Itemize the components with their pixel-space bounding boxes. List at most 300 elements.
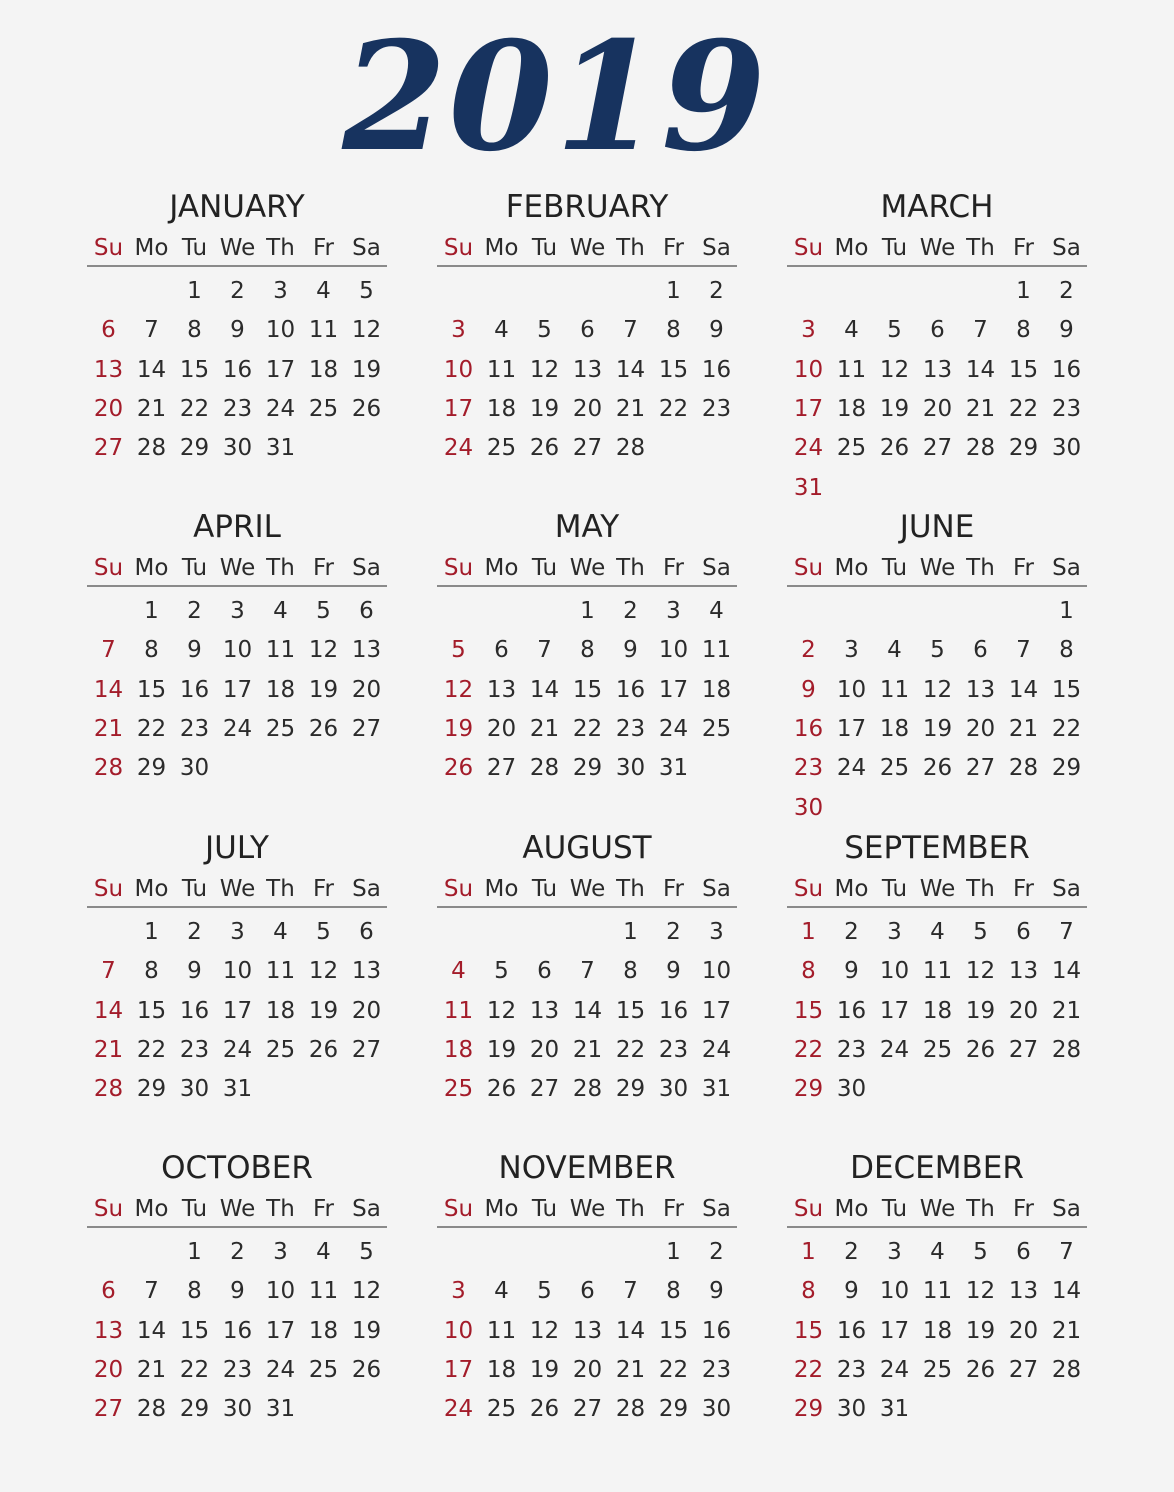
day-cell: 27: [572, 435, 603, 462]
day-cell: 25: [701, 715, 732, 742]
day-cell: 27: [93, 435, 124, 462]
days-grid: [787, 272, 1087, 512]
day-cell: 10: [658, 637, 689, 664]
weekday-label: We: [569, 555, 606, 581]
day-cell: 25: [486, 435, 517, 462]
day-cell: 10: [443, 1317, 474, 1344]
day-cell: 23: [222, 395, 253, 422]
weekday-label: Th: [616, 555, 645, 581]
day-cell: 24: [836, 755, 867, 782]
weekday-label: Sa: [1052, 1196, 1081, 1222]
weekday-label: Su: [793, 876, 824, 902]
day-cell: 1: [144, 919, 159, 945]
weekday-label: Su: [443, 876, 474, 902]
day-cell: 27: [486, 755, 517, 782]
day-cell: 19: [486, 1036, 517, 1063]
day-cell: 21: [93, 715, 124, 742]
day-cell: 29: [615, 1076, 646, 1103]
day-cell: 16: [836, 997, 867, 1024]
day-cell: 11: [265, 958, 296, 985]
day-cell: 30: [836, 1076, 867, 1103]
day-cell: 16: [701, 356, 732, 383]
day-cell: 6: [1016, 1239, 1031, 1265]
day-cell: 10: [701, 958, 732, 985]
weekday-header: [87, 874, 387, 908]
weekday-label: Mo: [134, 555, 169, 581]
day-cell: 3: [887, 919, 902, 945]
weekday-label: We: [219, 555, 256, 581]
day-cell: 10: [879, 958, 910, 985]
day-cell: 22: [658, 395, 689, 422]
day-cell: 10: [793, 356, 824, 383]
day-cell: 7: [537, 637, 552, 664]
day-cell: 19: [308, 676, 339, 703]
day-cell: 17: [879, 997, 910, 1024]
day-cell: 27: [93, 1396, 124, 1423]
day-cell: 17: [879, 1317, 910, 1344]
day-cell: 22: [136, 1036, 167, 1063]
day-cell: 17: [443, 395, 474, 422]
day-cell: 24: [879, 1036, 910, 1063]
month-june: [787, 508, 1087, 821]
day-cell: 5: [359, 1239, 374, 1265]
weekday-label: Th: [266, 1196, 295, 1222]
weekday-label: Sa: [352, 555, 381, 581]
day-cell: 15: [1008, 356, 1039, 383]
day-cell: 17: [265, 1317, 296, 1344]
day-cell: 23: [615, 715, 646, 742]
day-cell: 20: [93, 1356, 124, 1383]
weekday-header: [787, 1194, 1087, 1228]
day-cell: 4: [316, 1239, 331, 1265]
weekday-label: Mo: [834, 555, 869, 581]
day-cell: 14: [1051, 958, 1082, 985]
day-cell: 29: [572, 755, 603, 782]
day-cell: 18: [922, 997, 953, 1024]
day-cell: 9: [1059, 317, 1074, 344]
day-cell: 5: [316, 598, 331, 624]
day-cell: 22: [179, 395, 210, 422]
day-cell: 21: [1008, 715, 1039, 742]
day-cell: 14: [529, 676, 560, 703]
day-cell: 17: [836, 715, 867, 742]
month-name: FEBRUARY: [505, 189, 669, 225]
day-cell: 23: [836, 1356, 867, 1383]
day-cell: 13: [93, 356, 124, 383]
day-cell: 12: [486, 997, 517, 1024]
day-cell: 8: [666, 1278, 681, 1305]
day-cell: 31: [658, 755, 689, 782]
weekday-label: Tu: [881, 876, 908, 902]
day-cell: 18: [486, 395, 517, 422]
day-cell: 25: [265, 1036, 296, 1063]
day-cell: 8: [623, 958, 638, 985]
weekday-label: Mo: [834, 235, 869, 261]
day-cell: 7: [623, 1278, 638, 1305]
day-cell: 30: [222, 1396, 253, 1423]
day-cell: 14: [136, 1317, 167, 1344]
day-cell: 29: [658, 1396, 689, 1423]
day-cell: 16: [179, 676, 210, 703]
day-cell: 4: [887, 637, 902, 664]
day-cell: 9: [187, 958, 202, 985]
weekday-label: Th: [966, 235, 995, 261]
weekday-label: Th: [616, 876, 645, 902]
day-cell: 26: [308, 1036, 339, 1063]
day-cell: 29: [793, 1396, 824, 1423]
day-cell: 4: [494, 317, 509, 344]
day-cell: 10: [222, 958, 253, 985]
day-cell: 28: [136, 1396, 167, 1423]
day-cell: 21: [615, 1356, 646, 1383]
weekday-label: Su: [93, 235, 124, 261]
weekday-label: Su: [793, 235, 824, 261]
day-cell: 11: [486, 1317, 517, 1344]
day-cell: 19: [965, 997, 996, 1024]
day-cell: 25: [922, 1356, 953, 1383]
day-cell: 24: [222, 1036, 253, 1063]
day-cell: 18: [265, 676, 296, 703]
month-name: JULY: [205, 830, 269, 866]
day-cell: 20: [572, 395, 603, 422]
month-october: [87, 1149, 387, 1459]
day-cell: 12: [351, 317, 382, 344]
day-cell: 3: [230, 598, 245, 624]
day-cell: 21: [572, 1036, 603, 1063]
day-cell: 27: [351, 715, 382, 742]
days-grid: [437, 1233, 737, 1473]
day-cell: 2: [230, 1239, 245, 1265]
day-cell: 19: [879, 395, 910, 422]
day-cell: 7: [101, 958, 116, 985]
day-cell: 5: [973, 1239, 988, 1265]
weekday-label: Th: [266, 876, 295, 902]
weekday-header: [787, 233, 1087, 267]
day-cell: 9: [187, 637, 202, 664]
day-cell: 28: [1051, 1036, 1082, 1063]
weekday-label: We: [569, 1196, 606, 1222]
weekday-label: Fr: [662, 1196, 684, 1222]
day-cell: 10: [265, 317, 296, 344]
day-cell: 20: [922, 395, 953, 422]
day-cell: 15: [572, 676, 603, 703]
day-cell: 30: [658, 1076, 689, 1103]
day-cell: 12: [529, 1317, 560, 1344]
day-cell: 4: [709, 598, 724, 624]
day-cell: 16: [222, 1317, 253, 1344]
weekday-header: [437, 553, 737, 587]
day-cell: 18: [265, 997, 296, 1024]
day-cell: 15: [615, 997, 646, 1024]
day-cell: 16: [179, 997, 210, 1024]
weekday-label: We: [219, 876, 256, 902]
day-cell: 21: [93, 1036, 124, 1063]
day-cell: 2: [844, 919, 859, 945]
day-cell: 18: [308, 1317, 339, 1344]
day-cell: 28: [136, 435, 167, 462]
day-cell: 4: [273, 919, 288, 945]
day-cell: 13: [965, 676, 996, 703]
day-cell: 6: [1016, 919, 1031, 945]
day-cell: 25: [836, 435, 867, 462]
day-cell: 4: [930, 1239, 945, 1265]
day-cell: 24: [879, 1356, 910, 1383]
days-grid: [437, 592, 737, 832]
day-cell: 5: [316, 919, 331, 945]
day-cell: 1: [666, 278, 681, 304]
day-cell: 13: [572, 356, 603, 383]
days-grid: [437, 272, 737, 512]
weekday-label: Fr: [1012, 1196, 1034, 1222]
weekday-header: [87, 1194, 387, 1228]
weekday-label: Sa: [1052, 555, 1081, 581]
day-cell: 17: [265, 356, 296, 383]
day-cell: 6: [973, 637, 988, 664]
day-cell: 11: [265, 637, 296, 664]
day-cell: 13: [529, 997, 560, 1024]
weekday-label: Fr: [662, 235, 684, 261]
day-cell: 18: [308, 356, 339, 383]
day-cell: 30: [1051, 435, 1082, 462]
weekday-label: Th: [966, 555, 995, 581]
day-cell: 13: [351, 958, 382, 985]
day-cell: 15: [136, 676, 167, 703]
day-cell: 16: [658, 997, 689, 1024]
day-cell: 28: [93, 1076, 124, 1103]
day-cell: 20: [351, 676, 382, 703]
weekday-label: Mo: [484, 876, 519, 902]
weekday-label: Fr: [662, 876, 684, 902]
days-grid: [787, 1233, 1087, 1473]
day-cell: 29: [179, 435, 210, 462]
day-cell: 6: [359, 919, 374, 945]
day-cell: 26: [965, 1356, 996, 1383]
day-cell: 22: [793, 1356, 824, 1383]
weekday-label: Mo: [134, 1196, 169, 1222]
day-cell: 9: [844, 958, 859, 985]
month-november: [437, 1149, 737, 1459]
day-cell: 3: [887, 1239, 902, 1265]
day-cell: 10: [265, 1278, 296, 1305]
day-cell: 30: [793, 794, 824, 821]
day-cell: 15: [793, 1317, 824, 1344]
month-name: NOVEMBER: [498, 1150, 676, 1186]
weekday-label: Fr: [312, 235, 334, 261]
day-cell: 19: [529, 395, 560, 422]
day-cell: 6: [580, 1278, 595, 1305]
day-cell: 12: [308, 958, 339, 985]
day-cell: 13: [572, 1317, 603, 1344]
day-cell: 8: [801, 958, 816, 985]
day-cell: 29: [179, 1396, 210, 1423]
weekday-label: Th: [266, 555, 295, 581]
weekday-label: Fr: [312, 555, 334, 581]
weekday-label: Th: [616, 235, 645, 261]
day-cell: 22: [658, 1356, 689, 1383]
month-february: [437, 188, 737, 498]
day-cell: 13: [486, 676, 517, 703]
month-name: DECEMBER: [850, 1150, 1024, 1186]
day-cell: 14: [1008, 676, 1039, 703]
day-cell: 13: [1008, 1278, 1039, 1305]
day-cell: 17: [701, 997, 732, 1024]
day-cell: 4: [273, 598, 288, 624]
day-cell: 19: [351, 356, 382, 383]
day-cell: 21: [1051, 997, 1082, 1024]
weekday-label: Mo: [834, 876, 869, 902]
day-cell: 1: [187, 278, 202, 304]
day-cell: 23: [658, 1036, 689, 1063]
day-cell: 24: [443, 435, 474, 462]
day-cell: 30: [836, 1396, 867, 1423]
day-cell: 17: [443, 1356, 474, 1383]
weekday-header: [787, 874, 1087, 908]
weekday-label: Th: [266, 235, 295, 261]
day-cell: 10: [443, 356, 474, 383]
day-cell: 18: [922, 1317, 953, 1344]
day-cell: 9: [230, 317, 245, 344]
day-cell: 8: [187, 1278, 202, 1305]
month-january: [87, 188, 387, 498]
day-cell: 4: [844, 317, 859, 344]
weekday-label: Sa: [352, 1196, 381, 1222]
day-cell: 11: [701, 637, 732, 664]
day-cell: 19: [922, 715, 953, 742]
weekday-label: We: [219, 235, 256, 261]
day-cell: 9: [230, 1278, 245, 1305]
weekday-label: Su: [93, 1196, 124, 1222]
day-cell: 25: [308, 1356, 339, 1383]
day-cell: 19: [308, 997, 339, 1024]
day-cell: 26: [443, 755, 474, 782]
day-cell: 21: [615, 395, 646, 422]
day-cell: 23: [793, 755, 824, 782]
day-cell: 3: [273, 1239, 288, 1265]
day-cell: 2: [187, 919, 202, 945]
day-cell: 8: [1016, 317, 1031, 344]
day-cell: 6: [580, 317, 595, 344]
day-cell: 7: [144, 317, 159, 344]
day-cell: 15: [793, 997, 824, 1024]
day-cell: 28: [572, 1076, 603, 1103]
day-cell: 16: [836, 1317, 867, 1344]
days-grid: [437, 913, 737, 1153]
weekday-label: Mo: [484, 1196, 519, 1222]
day-cell: 11: [922, 1278, 953, 1305]
day-cell: 26: [879, 435, 910, 462]
weekday-label: Sa: [702, 876, 731, 902]
month-name: MARCH: [880, 189, 994, 225]
day-cell: 25: [486, 1396, 517, 1423]
days-grid: [87, 913, 387, 1153]
day-cell: 9: [709, 1278, 724, 1305]
days-grid: [87, 592, 387, 832]
day-cell: 22: [572, 715, 603, 742]
day-cell: 10: [879, 1278, 910, 1305]
day-cell: 26: [486, 1076, 517, 1103]
day-cell: 2: [844, 1239, 859, 1265]
weekday-label: Tu: [531, 876, 558, 902]
day-cell: 7: [144, 1278, 159, 1305]
day-cell: 14: [93, 997, 124, 1024]
day-cell: 20: [93, 395, 124, 422]
day-cell: 27: [1008, 1036, 1039, 1063]
day-cell: 29: [793, 1076, 824, 1103]
day-cell: 3: [451, 1278, 466, 1305]
day-cell: 1: [580, 598, 595, 624]
day-cell: 27: [922, 435, 953, 462]
day-cell: 3: [666, 598, 681, 624]
weekday-label: Sa: [702, 555, 731, 581]
weekday-label: Tu: [531, 235, 558, 261]
month-name: JANUARY: [169, 189, 305, 225]
day-cell: 21: [965, 395, 996, 422]
day-cell: 19: [529, 1356, 560, 1383]
day-cell: 12: [922, 676, 953, 703]
month-july: [87, 829, 387, 1139]
weekday-label: Fr: [312, 876, 334, 902]
day-cell: 5: [537, 317, 552, 344]
day-cell: 6: [930, 317, 945, 344]
month-name: OCTOBER: [161, 1150, 313, 1186]
day-cell: 8: [801, 1278, 816, 1305]
weekday-label: We: [919, 876, 956, 902]
weekday-label: We: [919, 555, 956, 581]
day-cell: 9: [844, 1278, 859, 1305]
day-cell: 22: [136, 715, 167, 742]
day-cell: 1: [144, 598, 159, 624]
day-cell: 4: [930, 919, 945, 945]
day-cell: 18: [836, 395, 867, 422]
day-cell: 8: [144, 958, 159, 985]
weekday-label: Fr: [1012, 235, 1034, 261]
day-cell: 13: [922, 356, 953, 383]
day-cell: 15: [1051, 676, 1082, 703]
day-cell: 26: [965, 1036, 996, 1063]
day-cell: 14: [136, 356, 167, 383]
weekday-label: Su: [443, 1196, 474, 1222]
weekday-label: Sa: [702, 235, 731, 261]
day-cell: 30: [701, 1396, 732, 1423]
day-cell: 4: [494, 1278, 509, 1305]
day-cell: 15: [658, 356, 689, 383]
weekday-label: Su: [793, 1196, 824, 1222]
day-cell: 7: [973, 317, 988, 344]
weekday-label: Tu: [881, 555, 908, 581]
day-cell: 24: [265, 1356, 296, 1383]
day-cell: 26: [351, 1356, 382, 1383]
day-cell: 22: [1051, 715, 1082, 742]
day-cell: 21: [136, 395, 167, 422]
day-cell: 14: [965, 356, 996, 383]
day-cell: 2: [1059, 278, 1074, 304]
day-cell: 30: [222, 435, 253, 462]
day-cell: 6: [101, 1278, 116, 1305]
weekday-header: [87, 553, 387, 587]
day-cell: 11: [308, 1278, 339, 1305]
day-cell: 28: [1008, 755, 1039, 782]
day-cell: 6: [359, 598, 374, 624]
day-cell: 7: [580, 958, 595, 985]
weekday-label: Tu: [181, 1196, 208, 1222]
day-cell: 7: [101, 637, 116, 664]
month-april: [87, 508, 387, 818]
day-cell: 30: [615, 755, 646, 782]
day-cell: 14: [572, 997, 603, 1024]
day-cell: 9: [666, 958, 681, 985]
day-cell: 24: [222, 715, 253, 742]
day-cell: 14: [93, 676, 124, 703]
